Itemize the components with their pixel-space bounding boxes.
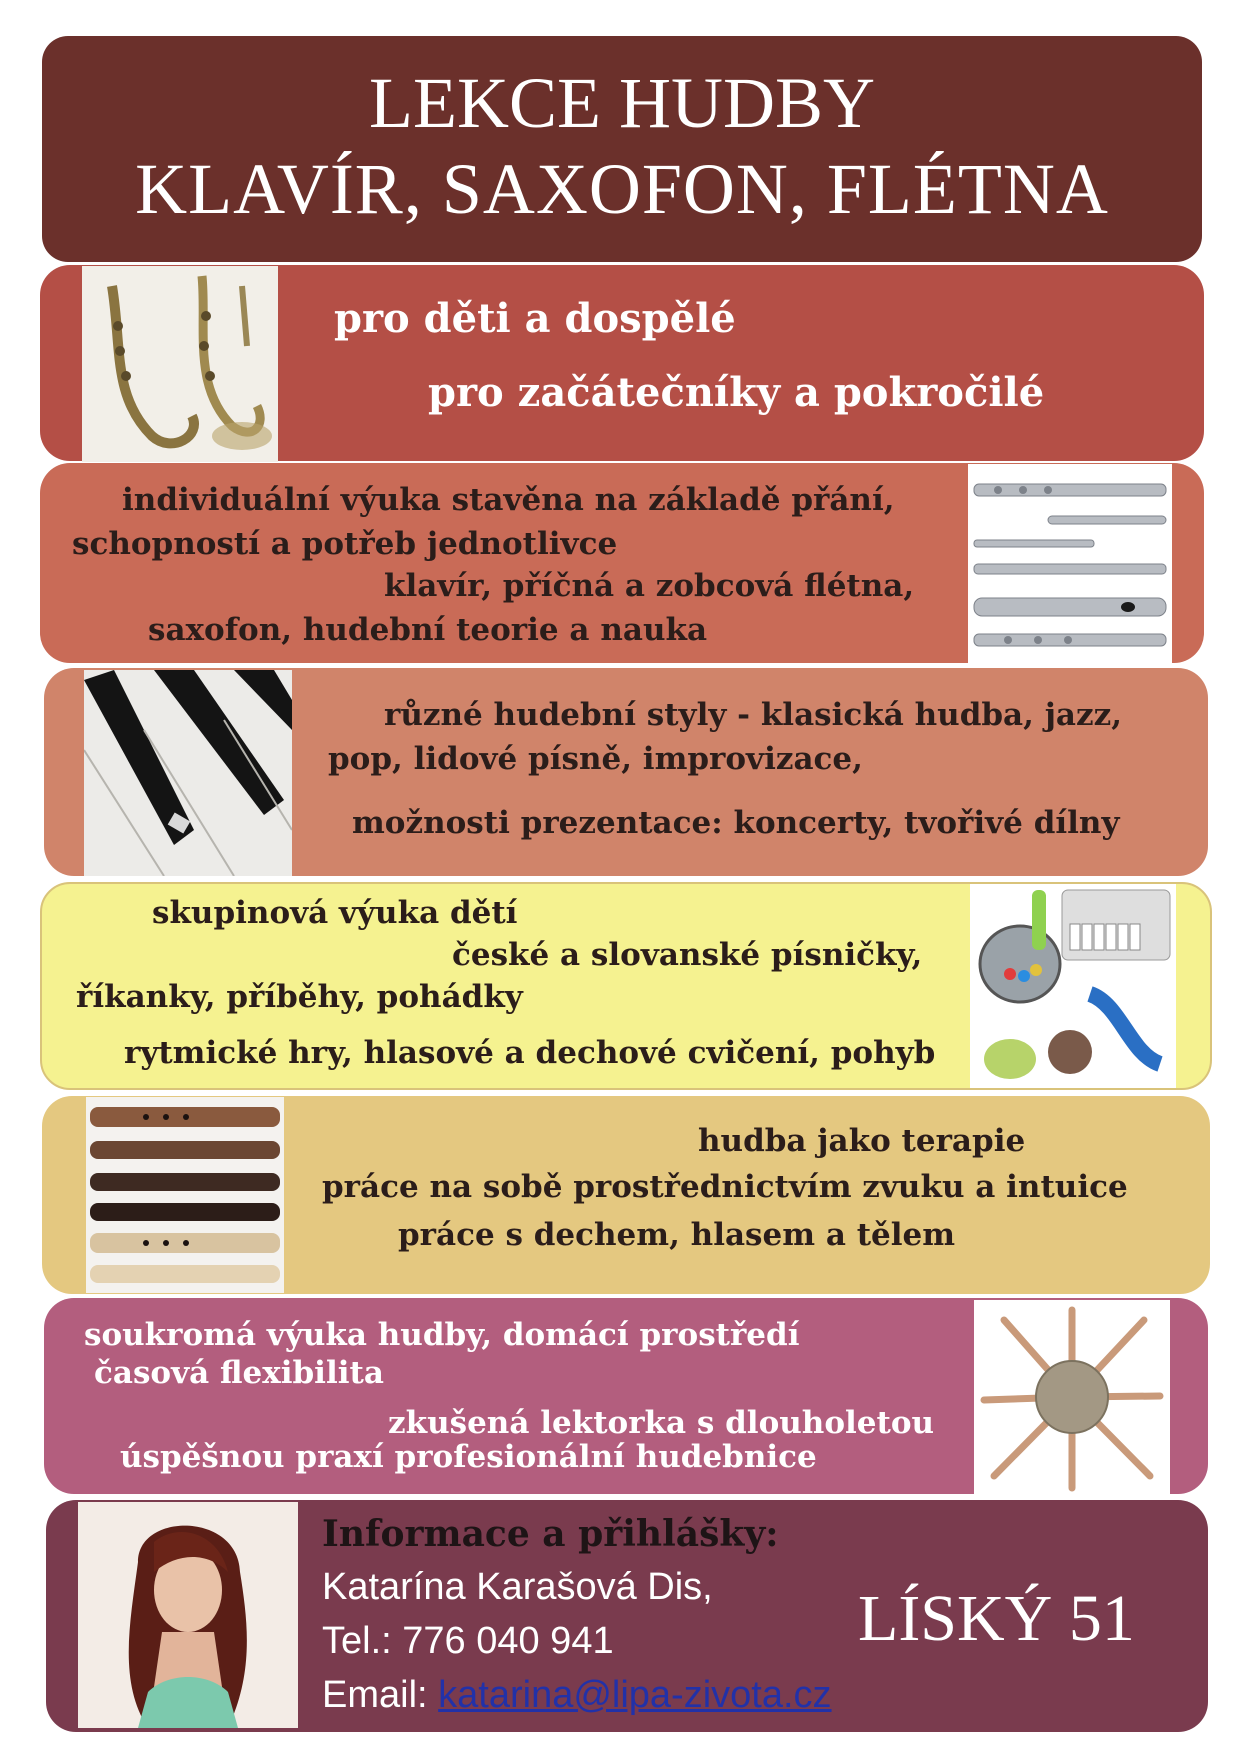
- title-line-2: KLAVÍR, SAXOFON, FLÉTNA: [135, 149, 1109, 229]
- flute-photo: [968, 464, 1172, 664]
- phone-number: 776 040 941: [402, 1620, 614, 1662]
- group-line-1: skupinová výuka dětí: [152, 895, 518, 931]
- private-line-4: úspěšnou praxí profesionální hudebnice: [120, 1439, 817, 1475]
- individual-line-4: saxofon, hudební teorie a nauka: [148, 612, 708, 648]
- teacher-portrait-photo: [78, 1502, 298, 1728]
- phone-label: Tel.:: [322, 1620, 392, 1662]
- private-line-1: soukromá výuka hudby, domácí prostředí: [84, 1317, 800, 1353]
- audience-line-2: pro začátečníky a pokročilé: [428, 369, 1045, 416]
- therapy-line-2: práce na sobě prostřednictvím zvuku a intuice: [322, 1169, 1128, 1205]
- therapy-line-3: práce s dechem, hlasem a tělem: [398, 1217, 956, 1253]
- recorders-photo: [86, 1097, 284, 1293]
- hands-circle-photo: [974, 1300, 1170, 1494]
- styles-line-3: možnosti prezentace: koncerty, tvořivé dílny: [352, 805, 1120, 841]
- contact-name: Katarína Karašová Dis,: [322, 1566, 713, 1608]
- individual-line-2: schopností a potřeb jednotlivce: [72, 526, 618, 562]
- individual-line-1: individuální výuka stavěna na základě přání,: [122, 482, 895, 518]
- piano-keys-photo: [84, 670, 292, 876]
- private-line-2: časová flexibilita: [94, 1355, 384, 1391]
- email-link[interactable]: katarina@lipa-zivota.cz: [438, 1674, 832, 1716]
- styles-line-2: pop, lidové písně, improvizace,: [328, 741, 863, 777]
- title-line-1: LEKCE HUDBY: [369, 63, 875, 143]
- email-label: Email:: [322, 1674, 428, 1716]
- group-line-2: české a slovanské písničky,: [452, 937, 923, 973]
- therapy-line-1: hudba jako terapie: [698, 1123, 1026, 1159]
- contact-heading: Informace a přihlášky:: [322, 1513, 779, 1555]
- group-line-3: říkanky, příběhy, pohádky: [76, 979, 523, 1015]
- toy-instruments-photo: [970, 884, 1176, 1088]
- saxophone-photo: [82, 266, 278, 462]
- title-banner: [42, 36, 1202, 262]
- group-line-4: rytmické hry, hlasové a dechové cvičení, pohyb: [124, 1035, 936, 1071]
- private-line-3: zkušená lektorka s dlouholetou: [388, 1405, 935, 1441]
- address: LÍSKÝ 51: [858, 1582, 1135, 1655]
- contact-phone-row: [322, 1622, 614, 1660]
- styles-line-1: různé hudební styly - klasická hudba, jazz,: [384, 697, 1123, 733]
- audience-line-1: pro děti a dospělé: [334, 295, 736, 342]
- individual-line-3: klavír, příčná a zobcová flétna,: [384, 568, 915, 604]
- contact-email-row: [322, 1676, 832, 1714]
